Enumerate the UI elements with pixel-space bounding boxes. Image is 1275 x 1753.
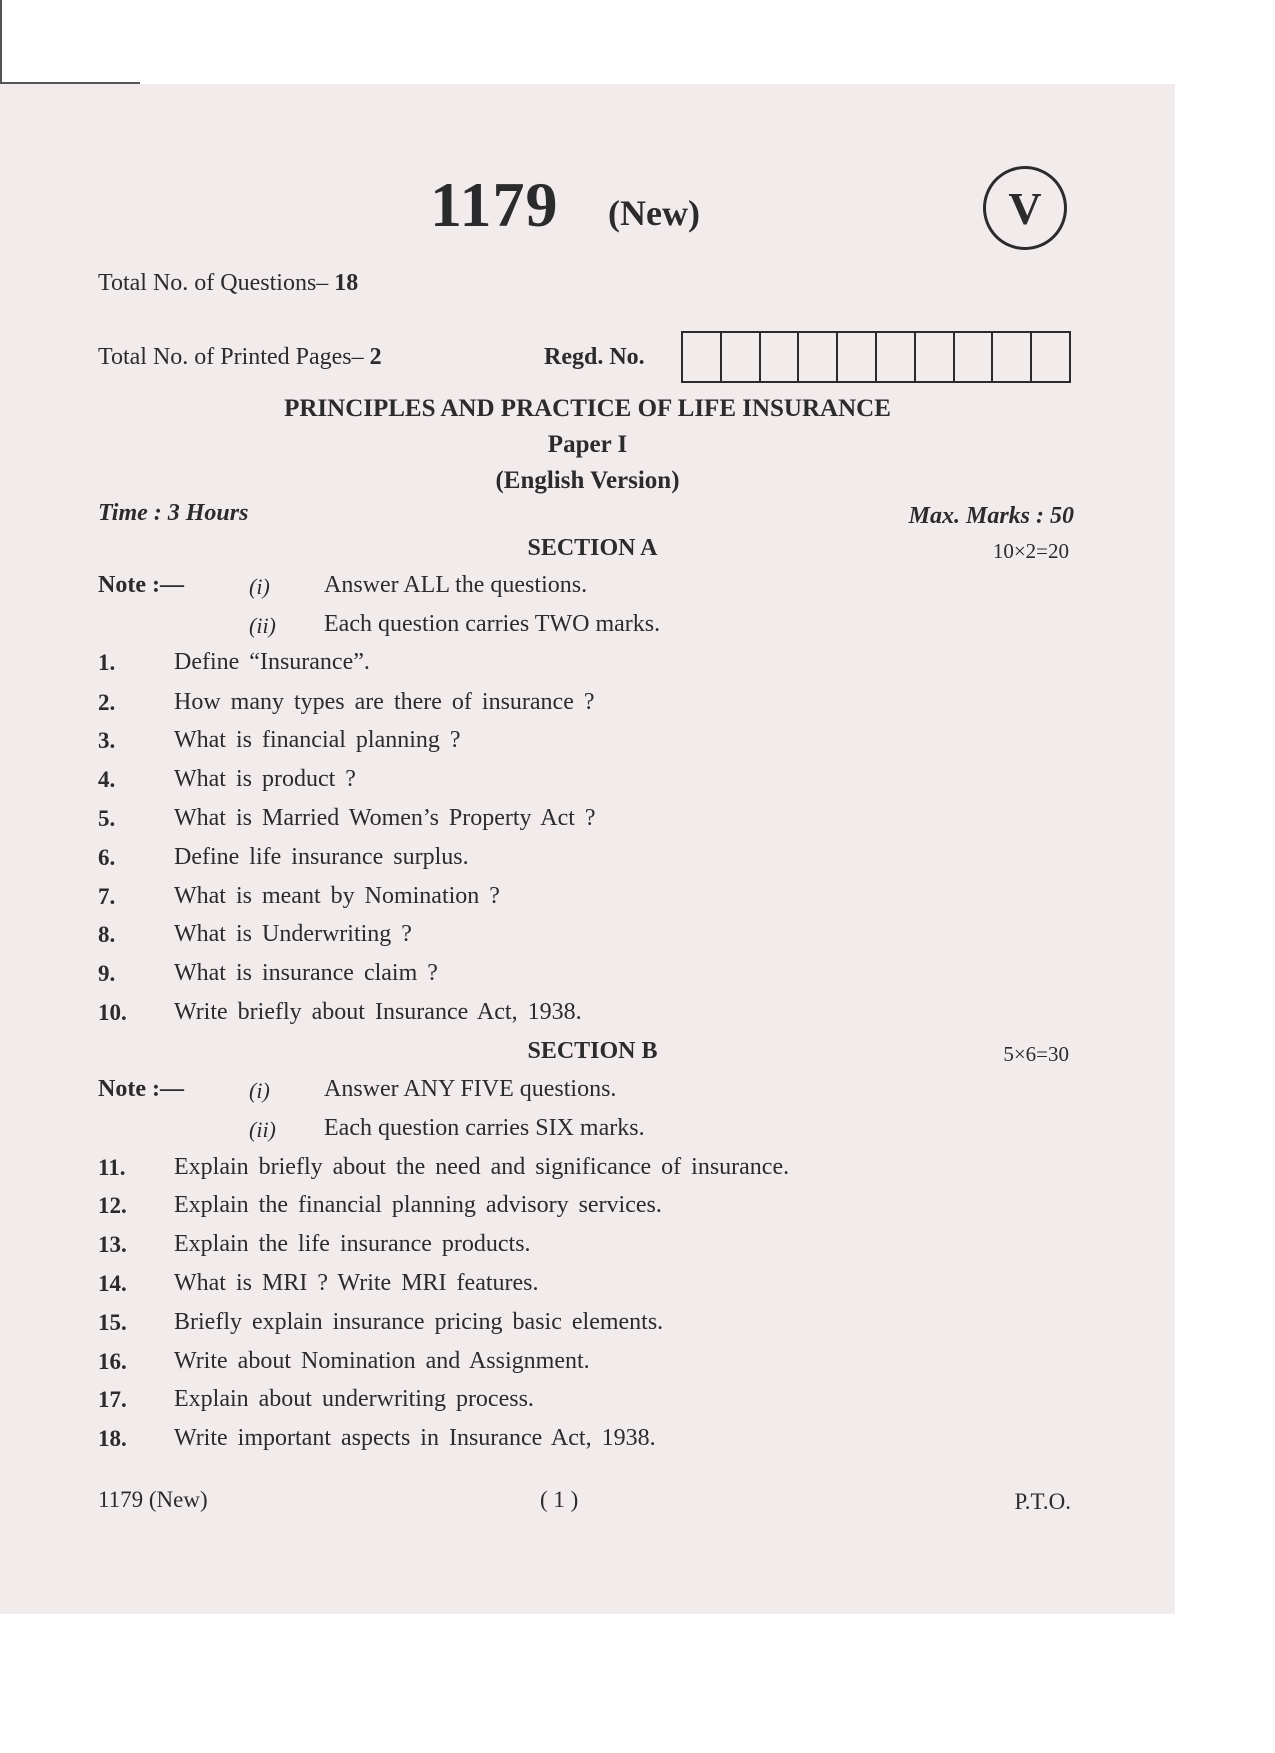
regd-digit-cell[interactable] bbox=[722, 333, 761, 381]
scan-edge-vertical bbox=[0, 0, 2, 84]
paper-code: 1179 bbox=[430, 169, 559, 240]
question-text: Write important aspects in Insurance Act, 1938. bbox=[174, 1425, 656, 1451]
regd-no-boxes[interactable] bbox=[681, 331, 1071, 383]
question-number: 6. bbox=[98, 845, 116, 870]
max-marks: Max. Marks : 50 bbox=[908, 503, 1074, 529]
section-b-note-roman: (ii) bbox=[249, 1117, 276, 1142]
paper-variant: (New) bbox=[608, 193, 700, 233]
section-a-note-text: Answer ALL the questions. bbox=[324, 572, 588, 598]
section-b-note-roman: (i) bbox=[249, 1078, 270, 1103]
version-badge bbox=[983, 166, 1067, 250]
regd-digit-cell[interactable] bbox=[877, 333, 916, 381]
section-a-title: SECTION A bbox=[527, 535, 658, 561]
total-pages bbox=[98, 344, 382, 371]
regd-digit-cell[interactable] bbox=[916, 333, 955, 381]
question-number: 16. bbox=[98, 1349, 127, 1374]
please-turn-over: P.T.O. bbox=[1014, 1489, 1071, 1514]
question-number: 4. bbox=[98, 767, 116, 792]
question-text: Briefly explain insurance pricing basic elements. bbox=[174, 1309, 664, 1335]
question-text: What is financial planning ? bbox=[174, 727, 461, 753]
question-number: 12. bbox=[98, 1193, 127, 1218]
question-text: What is meant by Nomination ? bbox=[174, 883, 500, 909]
section-b-title: SECTION B bbox=[527, 1038, 658, 1064]
paper-number: Paper I bbox=[547, 431, 628, 458]
question-text: What is product ? bbox=[174, 766, 356, 792]
question-number: 14. bbox=[98, 1271, 127, 1296]
section-a-note-roman: (ii) bbox=[249, 613, 276, 638]
section-b-note-text: Each question carries SIX marks. bbox=[324, 1115, 645, 1141]
total-pages-label: Total No. of Printed Pages– bbox=[98, 344, 364, 370]
language-version: (English Version) bbox=[495, 467, 680, 494]
question-text: Explain briefly about the need and significance of insurance. bbox=[174, 1154, 790, 1180]
question-number: 17. bbox=[98, 1387, 127, 1412]
regd-digit-cell[interactable] bbox=[955, 333, 994, 381]
question-number: 9. bbox=[98, 961, 116, 986]
question-number: 15. bbox=[98, 1310, 127, 1335]
question-number: 7. bbox=[98, 884, 116, 909]
question-text: Explain the financial planning advisory services. bbox=[174, 1192, 662, 1218]
regd-digit-cell[interactable] bbox=[1032, 333, 1069, 381]
total-pages-value: 2 bbox=[369, 344, 382, 370]
section-b-note-label: Note :— bbox=[98, 1076, 184, 1102]
question-number: 10. bbox=[98, 1000, 127, 1025]
question-number: 2. bbox=[98, 690, 116, 715]
subject-title: PRINCIPLES AND PRACTICE OF LIFE INSURANCE bbox=[284, 395, 891, 422]
regd-digit-cell[interactable] bbox=[683, 333, 722, 381]
question-number: 13. bbox=[98, 1232, 127, 1257]
regd-digit-cell[interactable] bbox=[799, 333, 838, 381]
page-number: ( 1 ) bbox=[540, 1487, 579, 1512]
section-a-note-text: Each question carries TWO marks. bbox=[324, 611, 661, 637]
regd-digit-cell[interactable] bbox=[838, 333, 877, 381]
question-number: 11. bbox=[98, 1155, 126, 1180]
exam-duration: Time : 3 Hours bbox=[98, 500, 249, 526]
total-questions-label: Total No. of Questions– bbox=[98, 270, 329, 296]
section-b-note-text: Answer ANY FIVE questions. bbox=[324, 1076, 617, 1102]
question-text: Write about Nomination and Assignment. bbox=[174, 1348, 590, 1374]
question-text: Define life insurance surplus. bbox=[174, 844, 469, 870]
section-a-marks: 10×2=20 bbox=[992, 539, 1069, 563]
section-a-note-label: Note :— bbox=[98, 572, 184, 598]
question-text: Explain about underwriting process. bbox=[174, 1386, 534, 1412]
question-text: Explain the life insurance products. bbox=[174, 1231, 531, 1257]
question-text: What is Married Women’s Property Act ? bbox=[174, 805, 596, 831]
footer-paper-code: 1179 (New) bbox=[98, 1487, 208, 1512]
question-text: Define “Insurance”. bbox=[174, 649, 370, 675]
regd-digit-cell[interactable] bbox=[761, 333, 800, 381]
question-number: 5. bbox=[98, 806, 116, 831]
question-text: What is insurance claim ? bbox=[174, 960, 438, 986]
total-questions bbox=[98, 270, 358, 297]
question-number: 1. bbox=[98, 650, 116, 675]
question-text: Write briefly about Insurance Act, 1938. bbox=[174, 999, 582, 1025]
section-b-marks: 5×6=30 bbox=[1003, 1042, 1069, 1066]
question-number: 3. bbox=[98, 728, 116, 753]
question-text: How many types are there of insurance ? bbox=[174, 689, 595, 715]
regd-digit-cell[interactable] bbox=[993, 333, 1032, 381]
section-a-note-roman: (i) bbox=[249, 574, 270, 599]
question-number: 18. bbox=[98, 1426, 127, 1451]
question-text: What is Underwriting ? bbox=[174, 921, 412, 947]
total-questions-value: 18 bbox=[334, 270, 359, 296]
regd-no-label: Regd. No. bbox=[544, 344, 645, 370]
question-number: 8. bbox=[98, 922, 116, 947]
question-text: What is MRI ? Write MRI features. bbox=[174, 1270, 539, 1296]
version-letter: V bbox=[1008, 182, 1042, 234]
